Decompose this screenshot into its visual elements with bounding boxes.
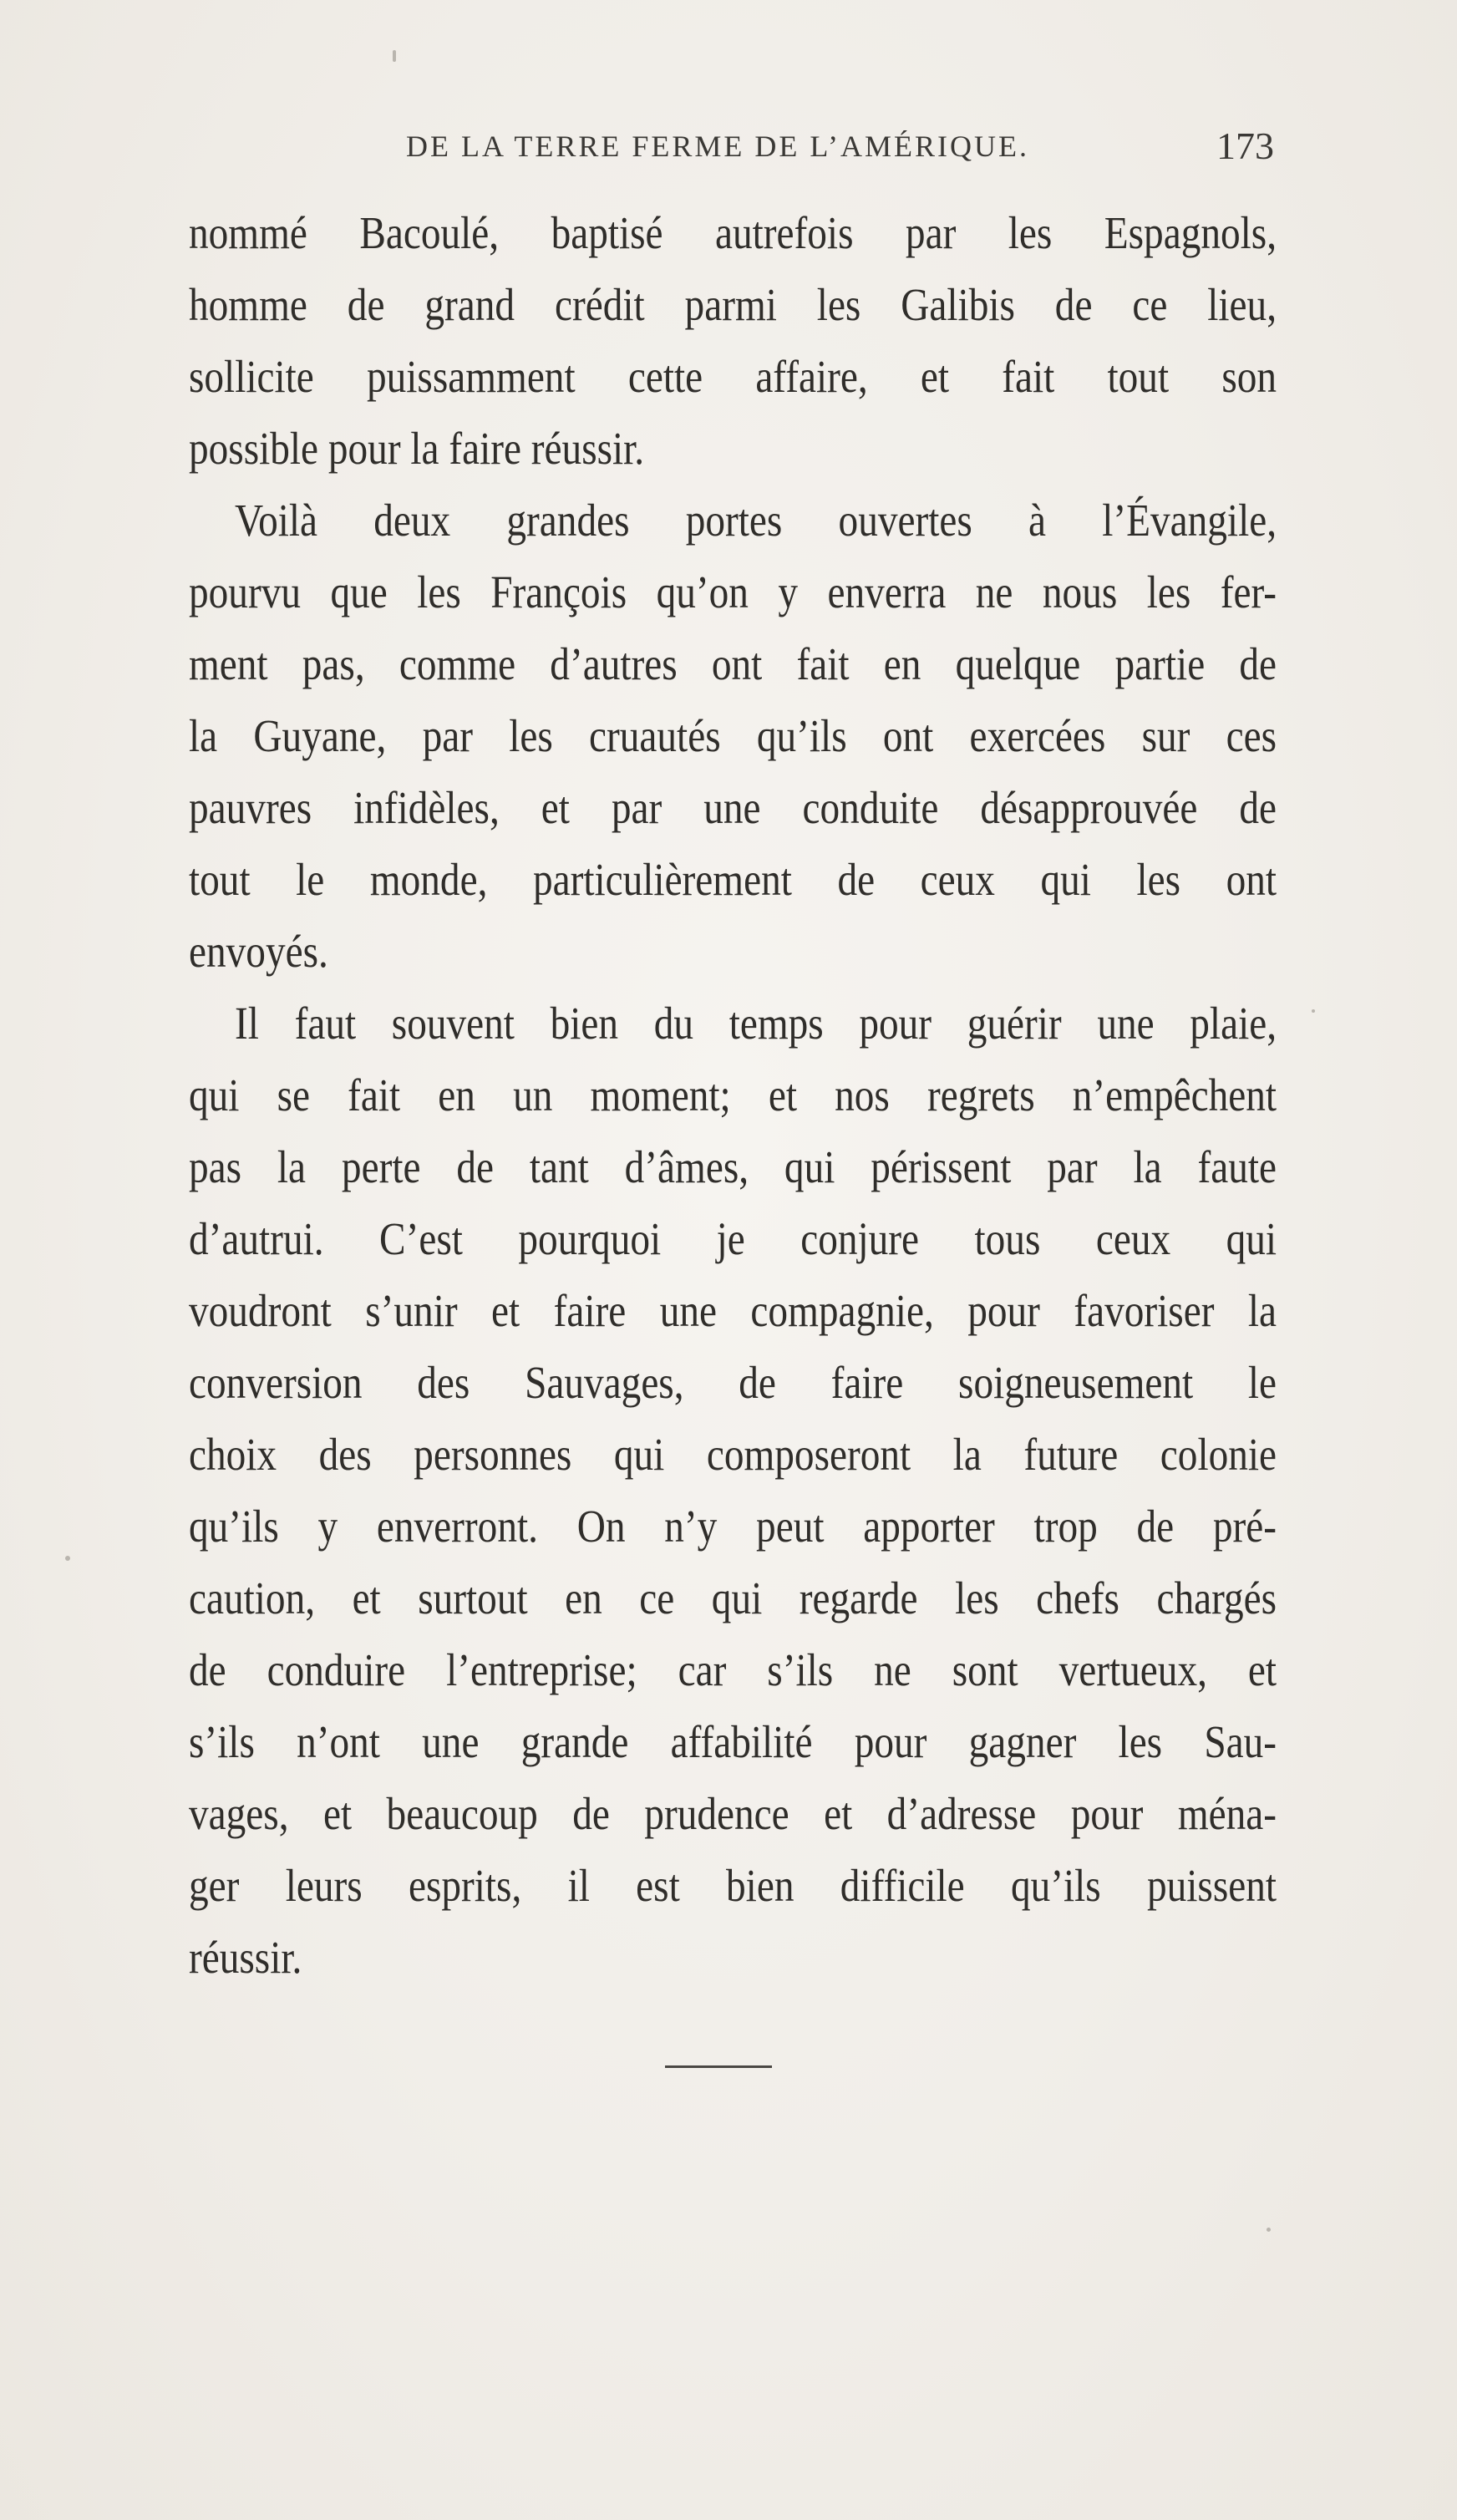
paper-speck xyxy=(1312,1009,1315,1013)
text-line: tout le monde, particulièrement de ceux qui les ont xyxy=(189,854,1277,905)
text-line: sollicite puissamment cette affaire, et fait tout son xyxy=(189,351,1277,402)
text-line: ger leurs esprits, il est bien difficile qu’ils puissent xyxy=(189,1860,1277,1911)
text-line: d’autrui. C’est pourquoi je conjure tous ceux qui xyxy=(189,1213,1277,1264)
text-line: caution, et surtout en ce qui regarde les chefs chargés xyxy=(189,1572,1277,1623)
text-line: la Guyane, par les cruautés qu’ils ont exercées sur ces xyxy=(189,710,1277,761)
page-header xyxy=(192,124,1274,174)
body-text xyxy=(189,197,1277,1994)
text-line: choix des personnes qui composeront la future colonie xyxy=(189,1429,1277,1480)
paper-speck xyxy=(65,1556,70,1561)
text-line: ment pas, comme d’autres ont fait en quelque partie de xyxy=(189,638,1277,689)
text-line: envoyés. xyxy=(189,926,328,977)
text-line: de conduire l’entreprise; car s’ils ne sont vertueux, et xyxy=(189,1644,1277,1695)
text-line: pauvres infidèles, et par une conduite désapprouvée de xyxy=(189,782,1277,833)
text-line: possible pour la faire réussir. xyxy=(189,423,645,474)
paper-speck xyxy=(393,50,396,62)
running-title: DE LA TERRE FERME DE L’AMÉRIQUE. xyxy=(406,130,1030,163)
text-line: vages, et beaucoup de prudence et d’adresse pour ména- xyxy=(189,1788,1277,1839)
text-line: voudront s’unir et faire une compagnie, pour favoriser la xyxy=(189,1285,1277,1336)
page-number: 173 xyxy=(1216,124,1274,167)
end-rule xyxy=(665,2065,772,2068)
text-line: homme de grand crédit parmi les Galibis de ce lieu, xyxy=(189,279,1277,330)
text-line: Il faut souvent bien du temps pour guérir une plaie, xyxy=(235,998,1277,1049)
text-line: Voilà deux grandes portes ouvertes à l’Évangile, xyxy=(235,495,1277,546)
text-line: conversion des Sauvages, de faire soigneusement le xyxy=(189,1357,1277,1408)
text-line: pas la perte de tant d’âmes, qui périssent par la faute xyxy=(189,1141,1277,1192)
text-line: nommé Bacoulé, baptisé autrefois par les Espagnols, xyxy=(189,207,1277,258)
text-line: réussir. xyxy=(189,1932,302,1983)
text-line: qu’ils y enverront. On n’y peut apporter trop de pré- xyxy=(189,1501,1277,1552)
text-line: pourvu que les François qu’on y enverra ne nous les fer- xyxy=(189,566,1277,617)
text-line: qui se fait en un moment; et nos regrets n’empêchent xyxy=(189,1069,1277,1120)
text-line: s’ils n’ont une grande affabilité pour gagner les Sau- xyxy=(189,1716,1277,1767)
paper-speck xyxy=(1267,2228,1271,2232)
